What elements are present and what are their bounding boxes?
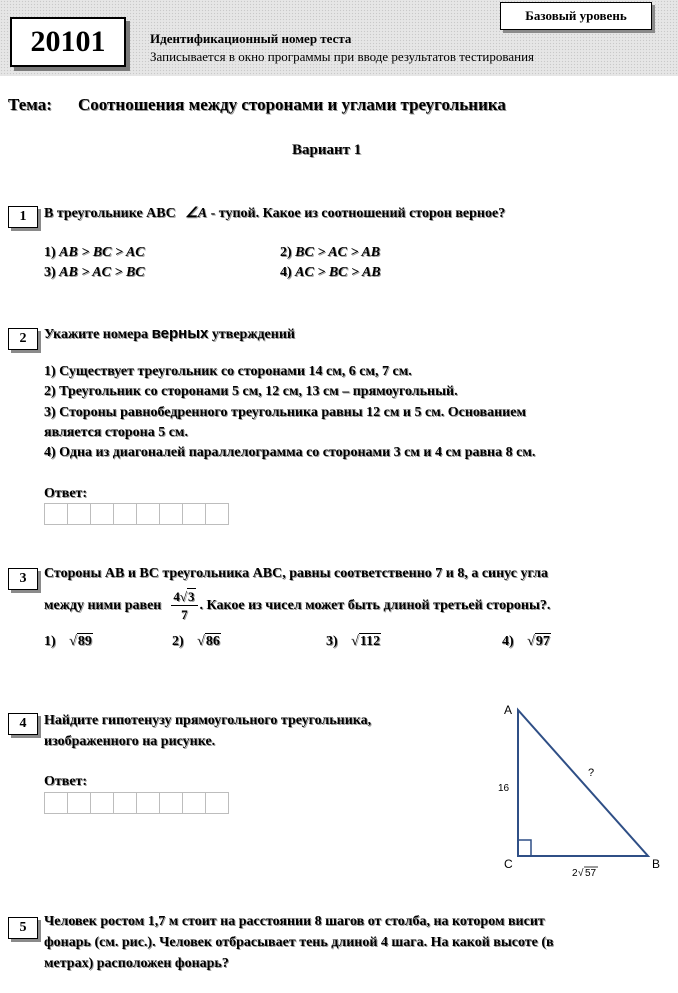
svg-text:57: 57	[585, 868, 597, 879]
vertex-label-c: C	[504, 857, 513, 871]
question-number-3: 3	[8, 568, 38, 590]
q5-line-2: фонарь (см. рис.). Человек отбрасывает тень длиной 4 шага. На какой высоте (в	[44, 935, 554, 950]
q3-option-3[interactable]: 3) √112	[326, 634, 381, 649]
q4-answer-label: Ответ:	[44, 774, 88, 789]
q2-statement-3-cont: является сторона 5 см.	[44, 425, 188, 440]
test-id-box: 20101	[10, 17, 126, 67]
side-label-cb	[572, 867, 598, 879]
angle-symbol: ∠A	[185, 206, 208, 221]
level-badge: Базовый уровень	[500, 2, 652, 30]
q2-answer-label: Ответ:	[44, 486, 88, 501]
q1-option-3[interactable]: 3) AB > AC > BC	[44, 265, 145, 280]
q2-answer-grid[interactable]	[44, 503, 229, 525]
triangle-figure	[490, 698, 678, 882]
q5-line-3: метрах) расположен фонарь?	[44, 956, 229, 971]
q4-line-1: Найдите гипотенузу прямоугольного треугольника,	[44, 713, 372, 728]
question-number-1: 1	[8, 206, 38, 228]
triangle-shape	[518, 710, 648, 856]
q3-line-2: между ними равен $\frac{4√3}{7}$ . Какое из чисел может быть длиной третьей стороны?.	[44, 589, 551, 622]
q4-line-2: изображенного на рисунке.	[44, 734, 216, 749]
hypotenuse-label: ?	[588, 767, 595, 779]
vertex-label-b: B	[652, 857, 661, 871]
svg-text:√: √	[578, 868, 584, 879]
question-number-5: 5	[8, 917, 38, 939]
topic-label: Тема:	[8, 95, 52, 114]
svg-text:2: 2	[572, 868, 578, 879]
q5-line-1: Человек ростом 1,7 м стоит на расстоянии 8 шагов от столба, на котором висит	[44, 914, 545, 929]
right-angle-marker	[518, 840, 531, 856]
side-label-ac: 16	[498, 783, 510, 794]
q4-answer-grid[interactable]	[44, 792, 229, 814]
q3-option-1[interactable]: 1) √89	[44, 634, 92, 649]
question-number-2: 2	[8, 328, 38, 350]
q2-statement-3: 3) Стороны равнобедренного треугольника равны 12 см и 5 см. Основанием	[44, 405, 526, 420]
q1-text: В треугольнике ABC ∠A - тупой. Какое из соотношений сторон верное?	[44, 206, 506, 221]
q1-option-4[interactable]: 4) AC > BC > AB	[280, 265, 381, 280]
variant-title: Вариант 1	[292, 142, 362, 158]
q3-option-2[interactable]: 2) √86	[172, 634, 220, 649]
q2-statement-2: 2) Треугольник со сторонами 5 см, 12 см, 13 см – прямоугольный.	[44, 384, 458, 399]
sine-fraction: $\frac{4√3}{7}$	[171, 588, 197, 623]
q2-statement-4: 4) Одна из диагоналей параллелограмма со сторонами 3 см и 4 см равна 8 см.	[44, 445, 536, 460]
id-title: Идентификационный номер теста	[150, 31, 352, 46]
question-number-4: 4	[8, 713, 38, 735]
q2-prompt: Укажите номера верных утверждений	[44, 325, 295, 342]
id-subtitle: Записывается в окно программы при вводе результатов тестирования	[150, 49, 535, 64]
topic-title: Соотношения между сторонами и углами треугольника	[78, 95, 506, 114]
vertex-label-a: A	[504, 703, 513, 717]
q1-option-2[interactable]: 2) BC > AC > AB	[280, 245, 381, 260]
q3-line-1: Стороны AB и BC треугольника ABC, равны соответственно 7 и 8, а синус угла	[44, 566, 548, 581]
q2-statement-1: 1) Существует треугольник со сторонами 14 см, 6 см, 7 см.	[44, 364, 412, 379]
q1-option-1[interactable]: 1) AB > BC > AC	[44, 245, 145, 260]
q3-option-4[interactable]: 4) √97	[502, 634, 550, 649]
